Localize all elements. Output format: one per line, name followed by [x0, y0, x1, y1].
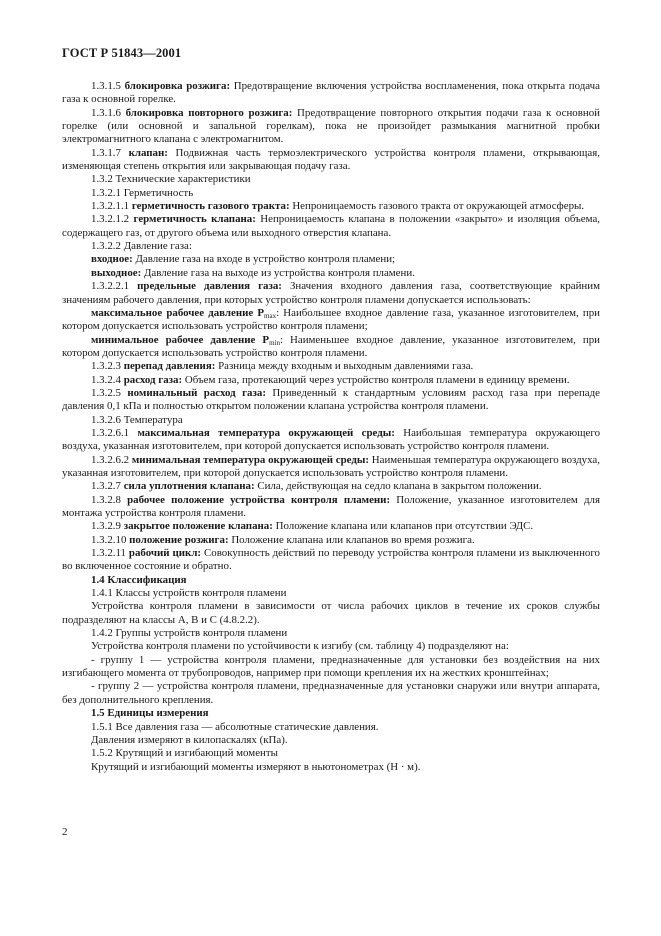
paragraph — [62, 147, 600, 174]
paragraph — [62, 640, 600, 653]
paragraph — [62, 654, 600, 681]
paragraph-text: Наименьшая температура окружающего воздуха, указанная изготовителем, при которой допускается использовать устройство контроля пламени. — [62, 453, 600, 479]
paragraph-text: Приведенный к стандартным условиям расход газа при перепаде давления 0,1 кПа и полностью открытом положении клапана устройства контроля пламени. — [62, 386, 600, 413]
clause-number: 1.3.2.1.1 — [91, 200, 130, 213]
term: входное: — [91, 253, 133, 266]
term: минимальная температура окружающей среды: — [131, 453, 369, 466]
paragraph-text: Давление газа: — [123, 240, 192, 253]
paragraph-text: - группу 2 — устройства контроля пламени, предназначенные для установки снаружи или внутри аппарата, без дополнительного крепления. — [62, 680, 600, 706]
clause-number: 1.3.1.5 — [91, 80, 121, 92]
paragraph-text: Герметичность — [123, 186, 194, 199]
paragraph-text: Наибольшая температура окружающего воздуха, указанная изготовителем, при которой допускается использовать устройство контроля пламени. — [62, 426, 601, 453]
clause-number: 1.4.2 — [91, 627, 113, 640]
term: сила уплотнения клапана: — [123, 480, 255, 493]
clause-number: 1.3.2.1.2 — [91, 213, 130, 226]
paragraph — [62, 627, 600, 640]
clause-number: 1.3.2.1 — [91, 186, 121, 199]
paragraph — [62, 747, 600, 760]
paragraph-text: Значения входного давления газа, соответствующие крайним значениям рабочего давления, при которых устройство контроля пламени допускается использовать: — [62, 280, 600, 306]
paragraph — [62, 480, 600, 493]
paragraph — [62, 734, 600, 747]
paragraph-text: Технические характеристики — [115, 173, 251, 186]
paragraph — [62, 414, 600, 427]
paragraph-text: Группы устройств контроля пламени — [115, 627, 288, 640]
term: положение розжига: — [129, 533, 229, 546]
paragraph-text: Положение клапана или клапанов при отсутствии ЭДС. — [275, 520, 534, 533]
paragraph — [62, 427, 600, 454]
paragraph-text: Температура — [123, 413, 183, 426]
paragraph — [62, 334, 600, 361]
clause-number: 1.4 — [91, 573, 105, 586]
paragraph-text: - группу 1 — устройства контроля пламени, предназначенные для установки без воздействия на них изгибающего момента от трубопроводов, например при помощи крепления их на жестких кронштейнах; — [62, 653, 600, 680]
clause-number: 1.3.1.6 — [91, 106, 121, 119]
paragraph-text: Крутящий и изгибающий моменты измеряют в ньютонометрах (Н · м). — [91, 760, 421, 773]
clause-number: 1.5.1 — [91, 720, 113, 733]
paragraph-text: Предотвращение включения устройства воспламенения, пока открыта подача газа к основной горелке. — [62, 80, 600, 106]
clause-number: 1.3.2.8 — [91, 493, 121, 506]
clause-number: 1.3.2.6.2 — [91, 453, 130, 466]
paragraph-text: Предотвращение повторного открытия подачи газа к основной горелке (или основной и запальной горелкам), пока не произойдет размыкания магнитной пробки электромагнитного клапана с электромагнитом. — [62, 106, 600, 146]
paragraph — [62, 213, 600, 240]
subscript: min — [269, 338, 280, 347]
paragraph — [62, 761, 600, 774]
paragraph-text: Давление газа на выходе из устройства контроля пламени. — [143, 266, 415, 279]
paragraph-text: Подвижная часть термоэлектрического устройства контроля пламени, открывающая, изменяющая степень открытия или закрывающая подачу газа. — [62, 146, 600, 173]
term: выходное: — [91, 266, 142, 279]
paragraph — [62, 547, 600, 574]
term: предельные давления газа: — [137, 280, 282, 293]
paragraph — [62, 280, 600, 307]
paragraph — [62, 680, 600, 707]
paragraph — [62, 173, 600, 186]
paragraph — [62, 200, 600, 213]
paragraph-text: Непроницаемость клапана в положении «закрыто» и изоляция объема, содержащего газ, от другого объема или выходного отверстия клапана. — [62, 213, 600, 239]
clause-number: 1.3.2.10 — [91, 533, 127, 546]
paragraph-text: Положение клапана или клапанов во время розжига. — [231, 533, 475, 546]
term: максимальная температура окружающей среды: — [137, 426, 395, 439]
page-number: 2 — [62, 826, 68, 838]
paragraph — [62, 574, 600, 587]
paragraph — [62, 187, 600, 200]
paragraph-text: Сила, действующая на седло клапана в закрытом положении. — [257, 480, 542, 493]
clause-number: 1.5 — [91, 707, 105, 720]
paragraph-text: Совокупность действий по переводу устройства контроля пламени из выключенного во включенное состояние и обратно. — [62, 547, 600, 573]
clause-number: 1.3.2 — [91, 173, 113, 186]
clause-number: 1.3.2.5 — [91, 386, 121, 399]
paragraph — [62, 454, 600, 481]
paragraph-text: Крутящий и изгибающий моменты — [115, 747, 278, 760]
clause-number: 1.3.2.11 — [91, 547, 126, 560]
term: перепад давления: — [123, 360, 216, 373]
paragraph — [62, 267, 600, 280]
subscript: max — [264, 311, 277, 320]
paragraph — [62, 240, 600, 253]
term: блокировка розжига: — [124, 80, 231, 92]
paragraph-text: Устройства контроля пламени по устойчивости к изгибу (см. таблицу 4) подразделяют на: — [91, 640, 509, 653]
clause-number: 1.3.1.7 — [91, 146, 121, 159]
paragraph — [62, 520, 600, 533]
paragraph-text: Объем газа, протекающий через устройство контроля пламени в единицу времени. — [184, 373, 570, 386]
paragraph-text: Устройства контроля пламени в зависимости от числа рабочих циклов в течение их сроков службы подразделяют на классы А, В и С (4.8.2.2). — [62, 600, 600, 626]
term: герметичность клапана: — [133, 213, 256, 226]
clause-number: 1.5.2 — [91, 747, 113, 760]
clause-number: 1.3.2.4 — [91, 373, 121, 386]
paragraph — [62, 374, 600, 387]
term: максимальное рабочее давление P — [91, 306, 265, 319]
term: герметичность газового тракта: — [131, 200, 290, 213]
clause-number: 1.3.2.2.1 — [91, 280, 130, 293]
paragraph-text: Давления измеряют в килопаскалях (кПа). — [91, 733, 288, 746]
term: Единицы измерения — [107, 707, 209, 720]
paragraph — [62, 307, 600, 334]
paragraph — [62, 707, 600, 720]
paragraph-text: : Наибольшее входное давление газа, указанное изготовителем, при котором допускается использовать устройство контроля пламени; — [62, 306, 601, 333]
clause-number: 1.3.2.3 — [91, 360, 121, 373]
paragraph — [62, 721, 600, 734]
term: рабочий цикл: — [128, 547, 202, 560]
clause-number: 1.3.2.2 — [91, 240, 121, 253]
clause-number: 1.4.1 — [91, 587, 113, 600]
paragraph — [62, 80, 600, 107]
paragraph-text: Все давления газа — абсолютные статические давления. — [115, 720, 379, 733]
paragraph — [62, 387, 600, 414]
paragraph-text: Непроницаемость газового тракта от окружающей атмосферы. — [292, 200, 585, 213]
clause-number: 1.3.2.9 — [91, 520, 121, 533]
paragraph-text: Разница между входным и выходным давлениями газа. — [218, 360, 474, 373]
paragraph — [62, 253, 600, 266]
paragraph — [62, 587, 600, 600]
term: блокировка повторного розжига: — [125, 106, 293, 119]
paragraph — [62, 534, 600, 547]
term: расход газа: — [123, 373, 183, 386]
term: Классификация — [107, 573, 187, 586]
term: клапан: — [128, 146, 168, 159]
term: номинальный расход газа: — [127, 386, 266, 399]
term: минимальное рабочее давление P — [91, 333, 270, 346]
clause-number: 1.3.2.7 — [91, 480, 121, 493]
document-body — [62, 80, 600, 774]
paragraph — [62, 494, 600, 521]
paragraph-text: Классы устройств контроля пламени — [115, 587, 287, 600]
document-header: ГОСТ Р 51843—2001 — [62, 46, 182, 60]
clause-number: 1.3.2.6 — [91, 413, 121, 426]
paragraph-text: Давление газа на входе в устройство контроля пламени; — [135, 253, 396, 266]
paragraph — [62, 360, 600, 373]
paragraph-text: Положение, указанное изготовителем для монтажа устройства контроля пламени. — [62, 493, 600, 519]
paragraph-text: : Наименьшее входное давление, указанное изготовителем, при котором допускается использовать устройство контроля пламени. — [62, 333, 601, 359]
paragraph — [62, 600, 600, 627]
term: закрытое положение клапана: — [123, 520, 273, 533]
term: рабочее положение устройства контроля пламени: — [127, 493, 391, 506]
clause-number: 1.3.2.6.1 — [91, 426, 130, 439]
paragraph — [62, 107, 600, 147]
